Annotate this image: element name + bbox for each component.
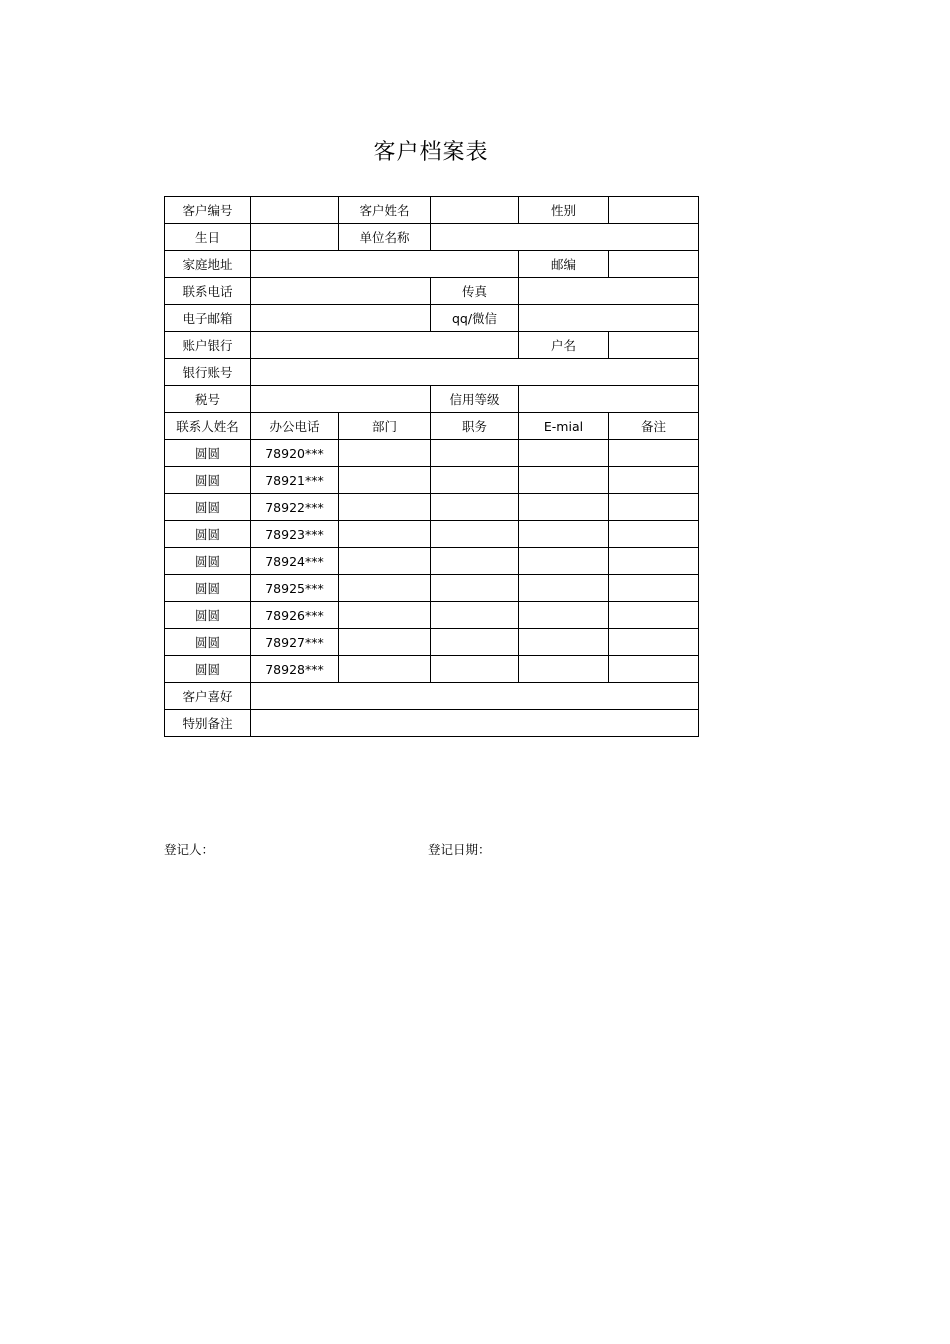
column-header-department: 部门 [339, 413, 431, 440]
cell-department[interactable] [339, 629, 431, 656]
table-row [165, 575, 699, 602]
cell-department[interactable] [339, 656, 431, 683]
field-gender[interactable] [609, 197, 699, 224]
column-header-email: E-mial [519, 413, 609, 440]
label-credit-rating: 信用等级 [431, 386, 519, 413]
table-row-bank-account [165, 359, 699, 386]
cell-remark[interactable] [609, 602, 699, 629]
label-postcode: 邮编 [519, 251, 609, 278]
label-tax-id: 税号 [165, 386, 251, 413]
contacts-header-row [165, 413, 699, 440]
cell-office-phone[interactable]: 78928*** [251, 656, 339, 683]
cell-contact-name[interactable]: 圆圆 [165, 440, 251, 467]
table-row [165, 629, 699, 656]
cell-job-title[interactable] [431, 656, 519, 683]
field-home-address[interactable] [251, 251, 519, 278]
cell-email[interactable] [519, 602, 609, 629]
label-company-name: 单位名称 [339, 224, 431, 251]
label-bank-account: 银行账号 [165, 359, 251, 386]
label-birthday: 生日 [165, 224, 251, 251]
table-row [165, 548, 699, 575]
label-home-address: 家庭地址 [165, 251, 251, 278]
cell-email[interactable] [519, 575, 609, 602]
field-contact-phone[interactable] [251, 278, 431, 305]
cell-contact-name[interactable]: 圆圆 [165, 494, 251, 521]
label-fax: 传真 [431, 278, 519, 305]
cell-department[interactable] [339, 602, 431, 629]
field-account-holder[interactable] [609, 332, 699, 359]
cell-remark[interactable] [609, 656, 699, 683]
field-fax[interactable] [519, 278, 699, 305]
table-row [165, 440, 699, 467]
cell-department[interactable] [339, 521, 431, 548]
cell-remark[interactable] [609, 467, 699, 494]
table-row-bank [165, 332, 699, 359]
cell-office-phone[interactable]: 78924*** [251, 548, 339, 575]
field-email[interactable] [251, 305, 431, 332]
label-customer-preferences: 客户喜好 [165, 683, 251, 710]
registrar-label: 登记人： [164, 842, 215, 857]
table-row-special-remarks [165, 710, 699, 737]
cell-contact-name[interactable]: 圆圆 [165, 467, 251, 494]
table-row-email [165, 305, 699, 332]
label-qq-wechat: qq/微信 [431, 305, 519, 332]
label-account-holder: 户名 [519, 332, 609, 359]
column-header-job-title: 职务 [431, 413, 519, 440]
cell-remark[interactable] [609, 629, 699, 656]
table-row [165, 656, 699, 683]
cell-department[interactable] [339, 467, 431, 494]
cell-department[interactable] [339, 548, 431, 575]
field-birthday[interactable] [251, 224, 339, 251]
cell-email[interactable] [519, 521, 609, 548]
cell-contact-name[interactable]: 圆圆 [165, 575, 251, 602]
cell-email[interactable] [519, 440, 609, 467]
field-bank-account[interactable] [251, 359, 699, 386]
cell-email[interactable] [519, 494, 609, 521]
cell-job-title[interactable] [431, 602, 519, 629]
label-customer-id: 客户编号 [165, 197, 251, 224]
registration-date-label: 登记日期： [428, 842, 491, 857]
field-credit-rating[interactable] [519, 386, 699, 413]
cell-contact-name[interactable]: 圆圆 [165, 602, 251, 629]
cell-job-title[interactable] [431, 440, 519, 467]
field-customer-name[interactable] [431, 197, 519, 224]
table-row-customer-id [165, 197, 699, 224]
cell-office-phone[interactable]: 78923*** [251, 521, 339, 548]
customer-archive-table [164, 196, 699, 737]
cell-contact-name[interactable]: 圆圆 [165, 629, 251, 656]
field-tax-id[interactable] [251, 386, 431, 413]
column-header-contact-name: 联系人姓名 [165, 413, 251, 440]
cell-office-phone[interactable]: 78920*** [251, 440, 339, 467]
table-row [165, 467, 699, 494]
field-bank-name[interactable] [251, 332, 519, 359]
field-postcode[interactable] [609, 251, 699, 278]
cell-contact-name[interactable]: 圆圆 [165, 548, 251, 575]
cell-contact-name[interactable]: 圆圆 [165, 521, 251, 548]
cell-email[interactable] [519, 467, 609, 494]
label-special-remarks: 特别备注 [165, 710, 251, 737]
cell-email[interactable] [519, 629, 609, 656]
cell-remark[interactable] [609, 548, 699, 575]
form-footer [164, 840, 698, 860]
field-customer-id[interactable] [251, 197, 339, 224]
label-email: 电子邮箱 [165, 305, 251, 332]
cell-job-title[interactable] [431, 575, 519, 602]
cell-office-phone[interactable]: 78921*** [251, 467, 339, 494]
cell-job-title[interactable] [431, 521, 519, 548]
field-company-name[interactable] [431, 224, 699, 251]
column-header-remark: 备注 [609, 413, 699, 440]
cell-job-title[interactable] [431, 548, 519, 575]
label-contact-phone: 联系电话 [165, 278, 251, 305]
field-special-remarks[interactable] [251, 710, 699, 737]
cell-remark[interactable] [609, 494, 699, 521]
field-qq-wechat[interactable] [519, 305, 699, 332]
cell-job-title[interactable] [431, 494, 519, 521]
table-row [165, 602, 699, 629]
cell-job-title[interactable] [431, 629, 519, 656]
cell-department[interactable] [339, 440, 431, 467]
cell-remark[interactable] [609, 575, 699, 602]
cell-department[interactable] [339, 494, 431, 521]
cell-email[interactable] [519, 548, 609, 575]
table-row-tax-id [165, 386, 699, 413]
table-row-home-address [165, 251, 699, 278]
table-row-birthday [165, 224, 699, 251]
cell-remark[interactable] [609, 440, 699, 467]
cell-office-phone[interactable]: 78922*** [251, 494, 339, 521]
cell-office-phone[interactable]: 78926*** [251, 602, 339, 629]
cell-office-phone[interactable]: 78927*** [251, 629, 339, 656]
cell-job-title[interactable] [431, 467, 519, 494]
label-customer-name: 客户姓名 [339, 197, 431, 224]
label-bank-name: 账户银行 [165, 332, 251, 359]
table-row-customer-preferences [165, 683, 699, 710]
cell-contact-name[interactable]: 圆圆 [165, 656, 251, 683]
table-row-phone [165, 278, 699, 305]
label-gender: 性别 [519, 197, 609, 224]
cell-email[interactable] [519, 656, 609, 683]
cell-office-phone[interactable]: 78925*** [251, 575, 339, 602]
field-customer-preferences[interactable] [251, 683, 699, 710]
column-header-office-phone: 办公电话 [251, 413, 339, 440]
table-row [165, 494, 699, 521]
cell-remark[interactable] [609, 521, 699, 548]
page-title: 客户档案表 [373, 140, 489, 165]
table-row [165, 521, 699, 548]
cell-department[interactable] [339, 575, 431, 602]
